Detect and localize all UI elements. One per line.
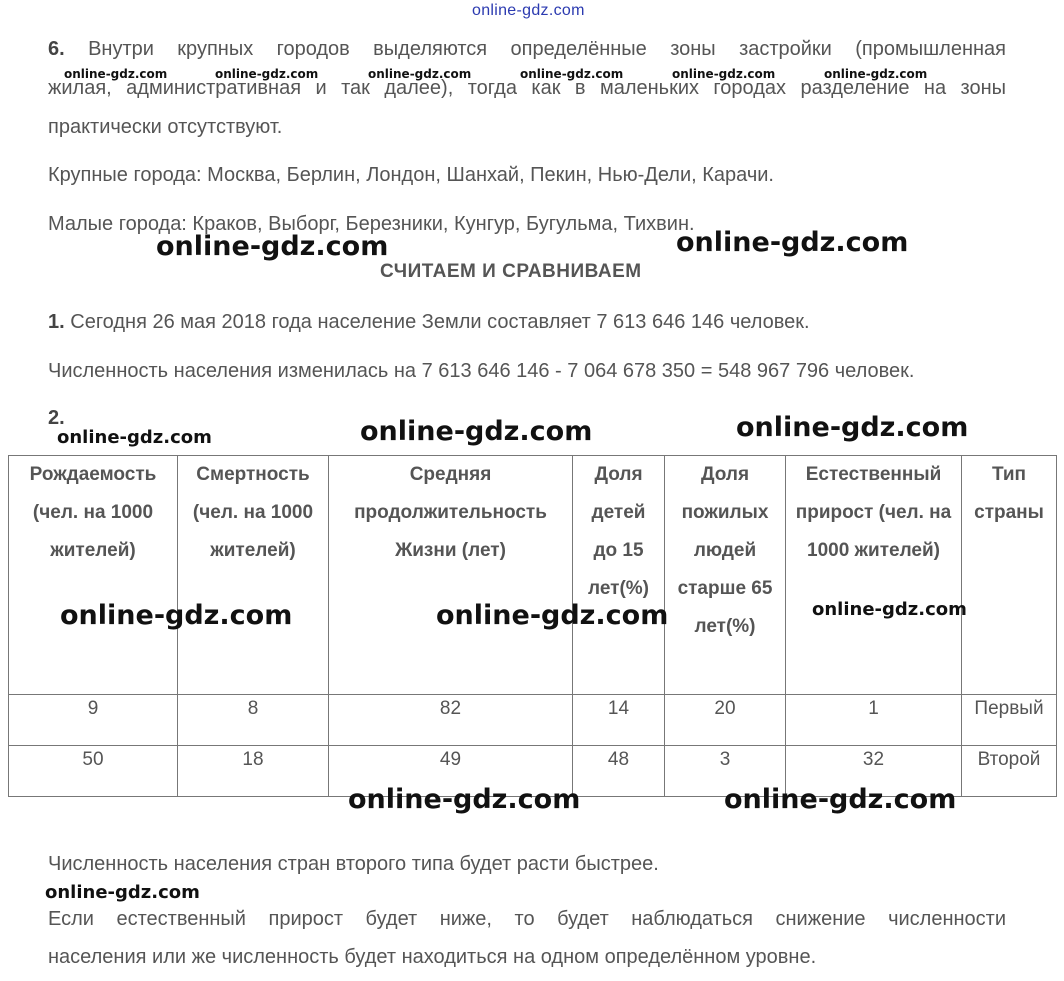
header-birth-rate: Рождаемость (чел. на 1000 жителей): [9, 456, 178, 695]
table-cell: 3: [665, 746, 786, 797]
table-cell: Второй: [962, 746, 1057, 797]
table-cell: 20: [665, 695, 786, 746]
watermark: online-gdz.com: [676, 227, 909, 258]
table-cell: 9: [9, 695, 178, 746]
conclusion-2-line1-wrap: [48, 908, 1006, 931]
watermark: online-gdz.com: [520, 67, 624, 81]
section6-number: 6.: [48, 38, 65, 60]
section6-line2: жилая, административная и так далее), тогда как в маленьких городах разделение на зоны: [48, 77, 1006, 99]
watermark: online-gdz.com: [156, 231, 389, 262]
watermark: online-gdz.com: [812, 599, 967, 620]
watermark: online-gdz.com: [360, 416, 593, 447]
header-natural-growth: Естественный прирост (чел. на 1000 жителей): [786, 456, 962, 695]
section6-line3: практически отсутствуют.: [48, 116, 283, 138]
conclusion-1: Численность населения стран второго типа будет расти быстрее.: [48, 853, 659, 875]
watermark: online-gdz.com: [672, 67, 776, 81]
watermark: online-gdz.com: [824, 67, 928, 81]
task1-line: [48, 311, 810, 334]
task1-text: Сегодня 26 мая 2018 года население Земли составляет 7 613 646 146 человек.: [70, 311, 810, 333]
small-cities: Малые города: Краков, Выборг, Березники, Кунгур, Бугульма, Тихвин.: [48, 213, 695, 235]
table-cell: 49: [329, 746, 573, 797]
table-cell: 8: [178, 695, 329, 746]
conclusion-2-line2: населения или же численность будет находиться на одном определённом уровне.: [48, 946, 817, 968]
watermark: online-gdz.com: [215, 67, 319, 81]
task1-number: 1.: [48, 311, 65, 333]
section6-line1: [48, 38, 1006, 61]
header-elderly-share: Доля пожилых людей старше 65 лет(%): [665, 456, 786, 695]
task2-number: 2.: [48, 407, 65, 429]
header-death-rate: Смертность (чел. на 1000 жителей): [178, 456, 329, 695]
conclusion-2-line1: Если естественный прирост будет ниже, то будет наблюдаться снижение численности: [48, 908, 1006, 930]
table-cell: 14: [573, 695, 665, 746]
section6-line1-wrap: [48, 38, 1006, 61]
table-cell: 18: [178, 746, 329, 797]
watermark: online-gdz.com: [368, 67, 472, 81]
watermark: online-gdz.com: [64, 67, 168, 81]
section-heading: СЧИТАЕМ И СРАВНИВАЕМ: [380, 261, 642, 282]
header-country-type: Тип страны: [962, 456, 1057, 695]
task1-change: Численность населения изменилась на 7 613 646 146 - 7 064 678 350 = 548 967 796 человек.: [48, 360, 915, 382]
watermark: online-gdz.com: [724, 784, 957, 815]
top-watermark: online-gdz.com: [472, 2, 585, 19]
watermark: online-gdz.com: [60, 600, 293, 631]
table-cell: 82: [329, 695, 573, 746]
table-header-row: [9, 456, 1057, 695]
table-cell: 1: [786, 695, 962, 746]
table-cell: 48: [573, 746, 665, 797]
large-cities: Крупные города: Москва, Берлин, Лондон, Шанхай, Пекин, Нью-Дели, Карачи.: [48, 164, 774, 186]
section6-line1-text: Внутри крупных городов выделяются определённые зоны застройки (промышленная: [88, 38, 1006, 60]
header-life-expectancy: Средняя продолжительность Жизни (лет): [329, 456, 573, 695]
table-row: [9, 695, 1057, 746]
watermark: online-gdz.com: [436, 600, 669, 631]
watermark: online-gdz.com: [45, 882, 200, 903]
table-cell: 50: [9, 746, 178, 797]
watermark: online-gdz.com: [348, 784, 581, 815]
table-cell: Первый: [962, 695, 1057, 746]
watermark: online-gdz.com: [736, 412, 969, 443]
table-cell: 32: [786, 746, 962, 797]
watermark: online-gdz.com: [57, 427, 212, 448]
header-children-share: Доля детей до 15 лет(%): [573, 456, 665, 695]
